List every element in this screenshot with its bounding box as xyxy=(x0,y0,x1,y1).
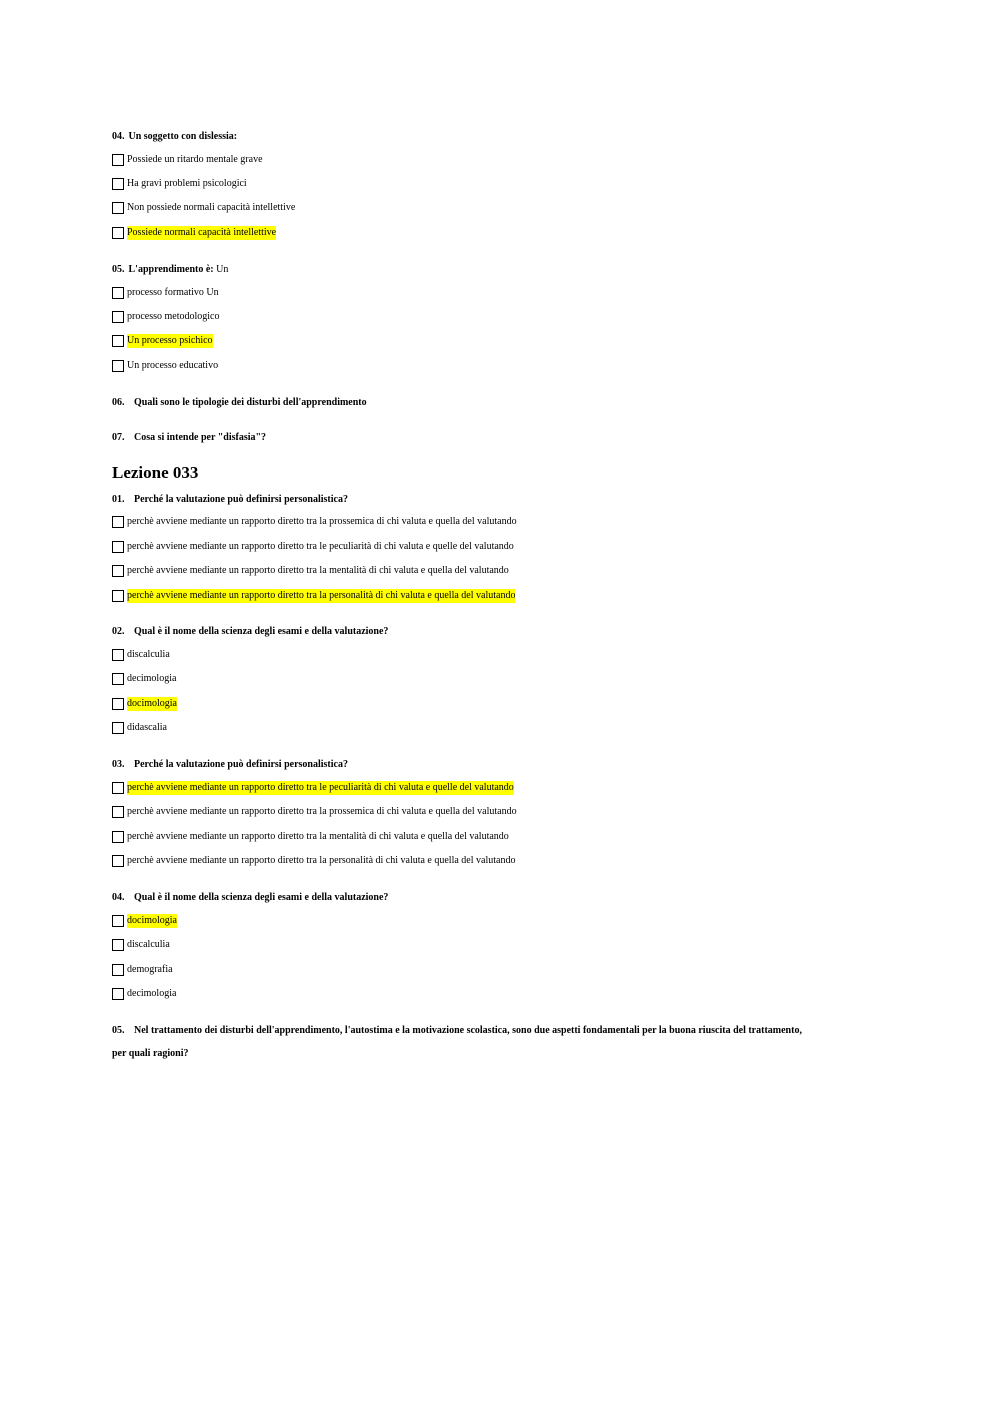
checkbox[interactable] xyxy=(112,178,124,190)
checkbox[interactable] xyxy=(112,782,124,794)
answer-text: Ha gravi problemi psicologici xyxy=(127,178,247,189)
checkbox[interactable] xyxy=(112,590,124,602)
question-01-heading xyxy=(112,493,348,507)
question-06-heading xyxy=(112,396,367,410)
answer-text: processo metodologico xyxy=(127,311,220,322)
answer-text: perchè avviene mediante un rapporto diretto tra la personalità di chi valuta e quella del valutando xyxy=(127,855,516,866)
answer-option[interactable] xyxy=(112,564,509,578)
question-number: 04. xyxy=(112,892,125,903)
answer-text: Possiede un ritardo mentale grave xyxy=(127,154,263,165)
answer-text-highlighted: perchè avviene mediante un rapporto diretto tra la personalità di chi valuta e quella del valutando xyxy=(127,590,516,601)
question-text: Perché la valutazione può definirsi personalistica? xyxy=(134,759,348,770)
question-text: Cosa si intende per "disfasia"? xyxy=(134,432,267,443)
checkbox[interactable] xyxy=(112,227,124,239)
question-text: L'apprendimento è: xyxy=(128,264,214,275)
answer-text: Un processo educativo xyxy=(127,360,219,371)
question-04b-heading xyxy=(112,891,388,905)
checkbox[interactable] xyxy=(112,939,124,951)
question-02-heading xyxy=(112,625,388,639)
question-number: 01. xyxy=(112,494,125,505)
checkbox[interactable] xyxy=(112,360,124,372)
answer-option[interactable] xyxy=(112,201,295,215)
answer-option[interactable] xyxy=(112,830,509,844)
answer-text: perchè avviene mediante un rapporto diretto tra la mentalità di chi valuta e quella del valutando xyxy=(127,565,509,576)
answer-text: discalculia xyxy=(127,649,170,660)
question-number: 06. xyxy=(112,397,125,408)
answer-option[interactable] xyxy=(112,359,218,373)
question-05b-continuation xyxy=(112,1047,189,1061)
answer-text-highlighted: docimologia xyxy=(127,698,177,709)
checkbox[interactable] xyxy=(112,722,124,734)
checkbox[interactable] xyxy=(112,673,124,685)
answer-option[interactable] xyxy=(112,515,517,529)
question-number: 07. xyxy=(112,432,125,443)
answer-option[interactable] xyxy=(112,540,514,554)
answer-text-highlighted: Un processo psichico xyxy=(127,335,213,346)
answer-option[interactable] xyxy=(112,177,247,191)
checkbox[interactable] xyxy=(112,988,124,1000)
question-05-heading xyxy=(112,263,228,277)
question-number: 05. xyxy=(112,264,125,275)
answer-option[interactable] xyxy=(112,938,170,952)
question-07-heading xyxy=(112,431,266,445)
question-text: per quali ragioni? xyxy=(112,1048,189,1059)
answer-option[interactable] xyxy=(112,721,167,735)
checkbox[interactable] xyxy=(112,698,124,710)
question-text: Quali sono le tipologie dei disturbi dell'apprendimento xyxy=(134,397,367,408)
answer-option-correct[interactable] xyxy=(112,914,177,928)
answer-text: Non possiede normali capacità intellettive xyxy=(127,202,296,213)
answer-option[interactable] xyxy=(112,987,176,1001)
answer-option-correct[interactable] xyxy=(112,589,515,603)
question-number: 04. xyxy=(112,131,125,142)
answer-text: processo formativo Un xyxy=(127,287,219,298)
checkbox[interactable] xyxy=(112,154,124,166)
question-number: 03. xyxy=(112,759,125,770)
answer-option-correct[interactable] xyxy=(112,697,177,711)
answer-option[interactable] xyxy=(112,648,170,662)
lesson-title: Lezione 033 xyxy=(112,463,199,482)
checkbox[interactable] xyxy=(112,202,124,214)
checkbox[interactable] xyxy=(112,855,124,867)
answer-option[interactable] xyxy=(112,963,173,977)
answer-text: perchè avviene mediante un rapporto diretto tra la mentalità di chi valuta e quella del valutando xyxy=(127,831,509,842)
answer-option[interactable] xyxy=(112,805,517,819)
answer-text: perchè avviene mediante un rapporto diretto tra le peculiarità di chi valuta e quelle del valutando xyxy=(127,541,514,552)
answer-text: discalculia xyxy=(127,939,170,950)
checkbox[interactable] xyxy=(112,516,124,528)
question-text: Nel trattamento dei disturbi dell'apprendimento, l'autostima e la motivazione scolastica, sono due aspetti fondamentali per la buona riuscita del trattamento, xyxy=(134,1025,802,1036)
question-text: Perché la valutazione può definirsi personalistica? xyxy=(134,494,348,505)
answer-option[interactable] xyxy=(112,672,176,686)
question-04-heading xyxy=(112,130,237,144)
answer-option[interactable] xyxy=(112,854,515,868)
question-text-tail: Un xyxy=(216,264,229,275)
answer-option[interactable] xyxy=(112,310,219,324)
answer-text-highlighted: docimologia xyxy=(127,915,177,926)
answer-text: perchè avviene mediante un rapporto diretto tra la prossemica di chi valuta e quella del valutando xyxy=(127,806,517,817)
question-text: Qual è il nome della scienza degli esami e della valutazione? xyxy=(134,626,389,637)
answer-option-correct[interactable] xyxy=(112,334,213,348)
checkbox[interactable] xyxy=(112,565,124,577)
answer-text-highlighted: Possiede normali capacità intellettive xyxy=(127,227,277,238)
answer-text: didascalia xyxy=(127,722,167,733)
question-text: Qual è il nome della scienza degli esami e della valutazione? xyxy=(134,892,389,903)
question-text: Un soggetto con dislessia: xyxy=(128,131,238,142)
answer-text: demografia xyxy=(127,964,173,975)
answer-text: perchè avviene mediante un rapporto diretto tra la prossemica di chi valuta e quella del valutando xyxy=(127,516,517,527)
checkbox[interactable] xyxy=(112,915,124,927)
checkbox[interactable] xyxy=(112,541,124,553)
answer-text: decimologia xyxy=(127,988,177,999)
checkbox[interactable] xyxy=(112,335,124,347)
checkbox[interactable] xyxy=(112,831,124,843)
checkbox[interactable] xyxy=(112,311,124,323)
question-number: 02. xyxy=(112,626,125,637)
checkbox[interactable] xyxy=(112,287,124,299)
answer-option-correct[interactable] xyxy=(112,226,276,240)
question-05b-heading xyxy=(112,1024,802,1038)
checkbox[interactable] xyxy=(112,964,124,976)
answer-text: decimologia xyxy=(127,673,177,684)
answer-option[interactable] xyxy=(112,153,263,167)
checkbox[interactable] xyxy=(112,649,124,661)
question-number: 05. xyxy=(112,1025,125,1036)
answer-text-highlighted: perchè avviene mediante un rapporto diretto tra le peculiarità di chi valuta e quelle del valutando xyxy=(127,782,514,793)
answer-option-correct[interactable] xyxy=(112,781,514,795)
checkbox[interactable] xyxy=(112,806,124,818)
question-03-heading xyxy=(112,758,348,772)
answer-option[interactable] xyxy=(112,286,219,300)
